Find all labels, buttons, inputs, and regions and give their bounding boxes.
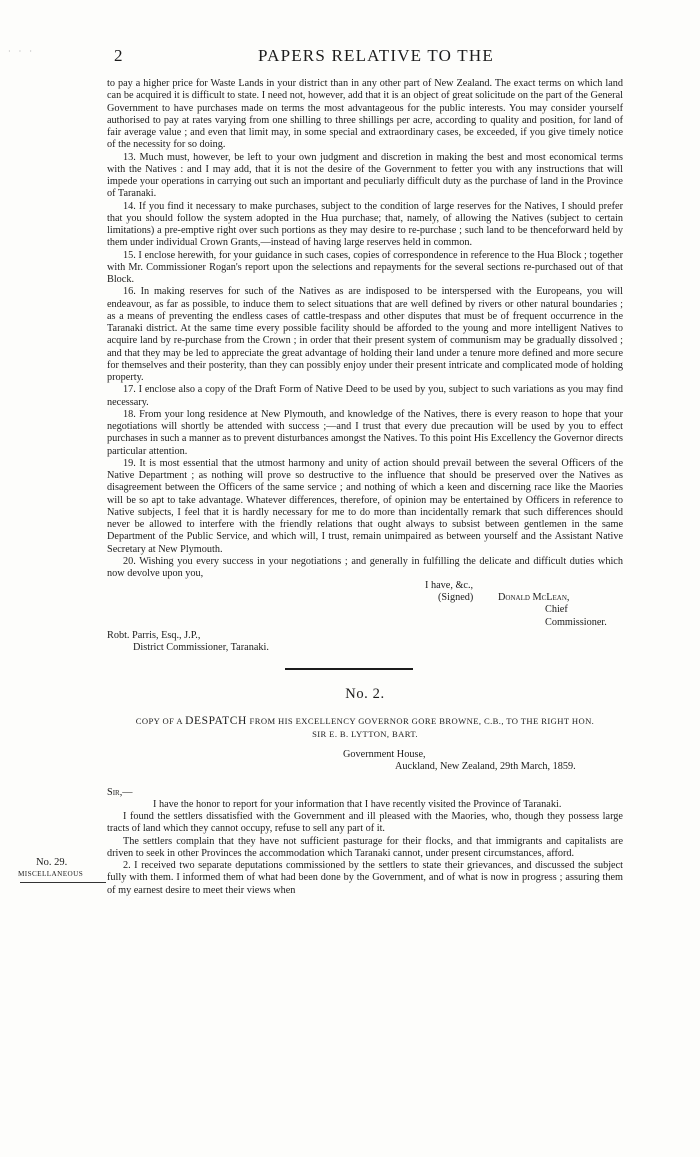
paragraph: I found the settlers dissatisfied with the Government and ill pleased with the Maories, who, though they possess large tracts of land which they cannot occupy, refuse to sell any part of it. — [107, 811, 623, 835]
addressee-block — [107, 630, 623, 658]
page-number: 2 — [114, 46, 123, 65]
salutation: Sir,— — [107, 786, 133, 798]
paragraph: 14. If you find it necessary to make purchases, subject to the condition of large reserves for the Natives, I should prefer that you should follow the system adopted in the Hua purchase; that, namely, of allowing the Natives (subject to certain limitations) a pre-emptive right over such portions as they may desire to re-purchase ; such land to be thenceforward held by them under individual Crown Grants,—instead of having large reserves held in common. — [107, 200, 623, 249]
margin-note-number: No. 29. — [36, 857, 68, 868]
signature-signed: (Signed) — [438, 592, 474, 604]
despatch-prefix: COPY OF A — [135, 715, 183, 726]
despatch-line-2: SIR E. B. LYTTON, BART. — [312, 728, 418, 739]
paragraph: 2. I received two separate deputations commissioned by the settlers to state their grievances, and discussed the subject fully with them. I informed them of what had been done by the Government, and of what is now in progress ; assuring them of my earnest desire to meet their views when — [107, 860, 623, 896]
scan-mark: · · · — [8, 47, 35, 56]
section-number: No. 2. — [345, 686, 385, 703]
paragraph: 19. It is most essential that the utmost harmony and unity of action should prevail between the several Officers of the Native Department ; as nothing will prove so destructive to the influence that should be preserved over the Natives as disagreement between the Officers of the same service ; and nothing of which a keen and discerning race like the Maories will be so apt to take advantage. Whatever differences, therefore, of opinion may be entertained by Officers in reference to Native subjects, I feel that it is hardly necessary for me to do more than incidentally remark that such differences should never be allowed to interfere with the friendly relations that ought always to subsist between gentlemen in the same Department of the Public Service, and which will, I trust, remain unimpaired as between yourself and the Assistant Native Secretary at New Plymouth. — [107, 457, 623, 555]
paragraph: 17. I enclose also a copy of the Draft Form of Native Deed to be used by you, subject to such variations as you may find necessary. — [107, 384, 623, 408]
paragraph: 15. I enclose herewith, for your guidance in such cases, copies of correspondence in reference to the Hua Block ; together with Mr. Commissioner Rogan's report upon the selections and repayments for the several sections re-purchased out of that Block. — [107, 249, 623, 285]
paragraph: to pay a higher price for Waste Lands in your district than in any other part of New Zealand. The exact terms on which land can be acquired it is difficult to state. I need not, however, add that it is an object of great solicitude on the part of the General Government to have purchases made on terms the most advantageous for the public interests. You may consider yourself authorised to pay at rates varying from one shilling to three shillings per acre, according to quality and position, for land of fair average value ; and even that limit may, in some special and extraordinary cases, be exceeded, if you give timely notice of the necessity for so doing. — [107, 78, 623, 151]
paragraph: The settlers complain that they have not sufficient pasturage for their flocks, and that immigrants and capitalists are driven to seek in other Provinces the accommodation which Taranaki cannot, under present circumstances, afford. — [107, 835, 623, 859]
margin-note-rule — [20, 882, 106, 883]
addressee-name: Robt. Parris, Esq., J.P., — [107, 630, 201, 642]
section-divider — [285, 668, 413, 670]
letter-heading — [107, 749, 623, 785]
addressee-office: District Commissioner, Taranaki. — [133, 642, 269, 654]
margin-note-label — [18, 870, 83, 878]
signature-closing: I have, &c., — [425, 580, 474, 592]
running-title: PAPERS RELATIVE TO THE — [258, 46, 494, 65]
despatch-heading — [107, 715, 623, 741]
signature-title: Chief Commissioner. — [545, 604, 607, 628]
margin-note-label-text: MISCELLANEOUS — [18, 870, 84, 878]
document-body — [107, 78, 623, 897]
paragraph: 18. From your long residence at New Plymouth, and knowledge of the Natives, there is every reason to hope that your negotiations will shortly be attended with success ;—and I trust that every due precaution will be used by you to effect purchases in such a manner as to prevent disturbances amongst the Natives. To this point His Excellency the Governor directs particular attention. — [107, 408, 624, 457]
letter-date: Auckland, New Zealand, 29th March, 1859. — [395, 760, 576, 772]
letter-place: Government House, — [343, 748, 426, 760]
paragraph: 13. Much must, however, be left to your own judgment and discretion in making the best and most economical terms with the Natives : and I may add, that it is not the desire of the Government to fetter you with any instructions that will impede your operations in carrying out such an important and peculiarly difficult duty as the purchase of land in the Province of Taranaki. — [107, 151, 623, 200]
despatch-line-1: FROM HIS EXCELLENCY GOVERNOR GORE BROWNE, C.B., TO THE RIGHT HON. — [249, 715, 595, 726]
paragraph: 16. In making reserves for such of the Natives as are indisposed to be interspersed with the Europeans, you will endeavour, as far as possible, to induce them to select situations that are well defined by rivers or other natural boundaries ; as a means of preventing the endless cases of cattle-trespass and other disputes that must be of frequent occurrence in the Taranaki district. At the same time every possible facility should be afforded to the young and more intelligent Natives to acquire land by re-purchase from the Crown ; in order that their present system of communism may be gradually dissolved ; and that they may be led to appreciate the great advantage of holding their land under a tenure more defined and more secure for themselves and their posterity, than they can possibly enjoy under their present intricate and complicated mode of holding property. — [107, 286, 623, 383]
paragraph: I have the honor to report for your information that I have recently visited the Province of Taranaki. — [153, 798, 562, 810]
signature-block — [107, 580, 623, 630]
despatch-word: DESPATCH — [185, 714, 247, 727]
paragraph: 20. Wishing you every success in your negotiations ; and generally in fulfilling the delicate and difficult duties which now devolve upon you, — [107, 555, 623, 579]
signature-name: Donald McLean, — [498, 592, 570, 604]
